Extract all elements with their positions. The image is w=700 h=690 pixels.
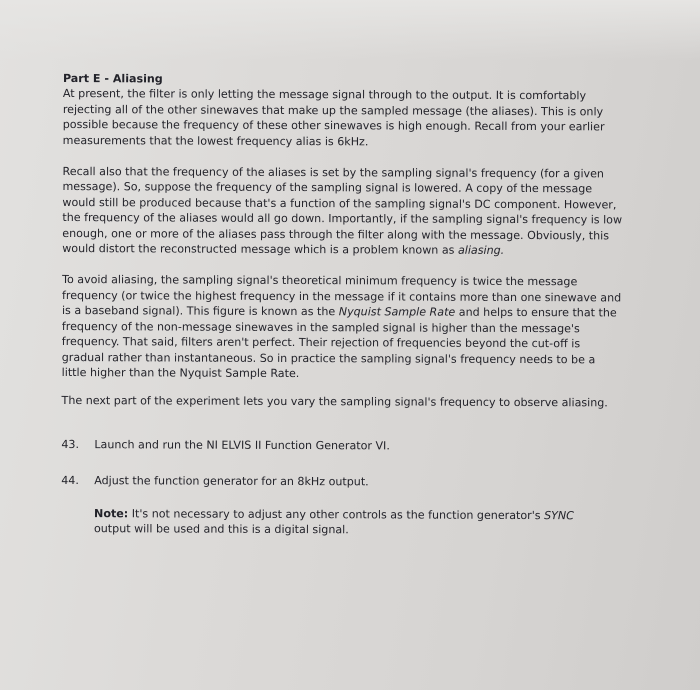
- step-item: [61, 437, 621, 455]
- paragraph-1: At present, the filter is only letting the message signal through to the output. It is comfortably rejecting all of the other sinewaves that make up the sampled message (the aliases). This is only possible because the frequency of these other sinewaves is high enough. Recall from your earlier measurements that the lowest frequency alias is 6kHz.: [62, 87, 605, 148]
- step-text: Launch and run the NI ELVIS II Function Generator VI.: [94, 437, 390, 453]
- note-text-b: output will be used and this is a digital signal.: [93, 522, 349, 537]
- paper-highlight: [0, 0, 700, 60]
- step-number: 44.: [61, 474, 79, 488]
- paragraph-3-text-b: and helps to ensure that the frequency of the non-message sinewaves in the sampled signal is higher than the message's frequency. That said, filters aren't perfect. Their rejection of frequencies beyond the cut-off is gradual rather than instantaneous. So in practice the sampling signal's frequency needs to be a little higher than the Nyquist Sample Rate.: [61, 305, 617, 380]
- step-list: [61, 437, 621, 491]
- sync-term: SYNC: [544, 508, 574, 522]
- paragraph-4: The next part of the experiment lets you vary the sampling signal's frequency to observe aliasing.: [61, 394, 608, 410]
- note-block: [94, 506, 604, 539]
- document-body: [61, 71, 623, 539]
- paragraph-3: [62, 272, 622, 382]
- section-heading: Part E - Aliasing: [62, 71, 163, 86]
- step-item: [61, 473, 621, 491]
- step-text: Adjust the function generator for an 8kHz output.: [94, 474, 369, 489]
- nyquist-term: Nyquist Sample Rate: [338, 305, 456, 319]
- paragraph-2: [62, 164, 622, 259]
- note-text-a: It's not necessary to adjust any other controls as the function generator's: [128, 506, 545, 522]
- paragraph-2-text: Recall also that the frequency of the aliases is set by the sampling signal's frequency (for a given message). So, suppose the frequency of the sampling signal is lowered. A copy of the message would still be produced because that's a function of the sampling signal's DC component. However, the frequency of the aliases would all go down. Importantly, if the sampling signal's frequency is low enough, one or more of the aliases pass through the filter along with the message. Obviously, this would distort the reconstructed message which is a problem known as: [62, 165, 623, 257]
- note-label: Note:: [94, 506, 129, 520]
- paragraph-3-text-a: To avoid aliasing, the sampling signal's theoretical minimum frequency is twice the message frequency (or twice the highest frequency in the message if it contains more than one sinewave and is a baseband signal). This figure is known as the: [61, 273, 622, 319]
- aliasing-term: aliasing.: [457, 243, 505, 257]
- step-number: 43.: [61, 437, 80, 451]
